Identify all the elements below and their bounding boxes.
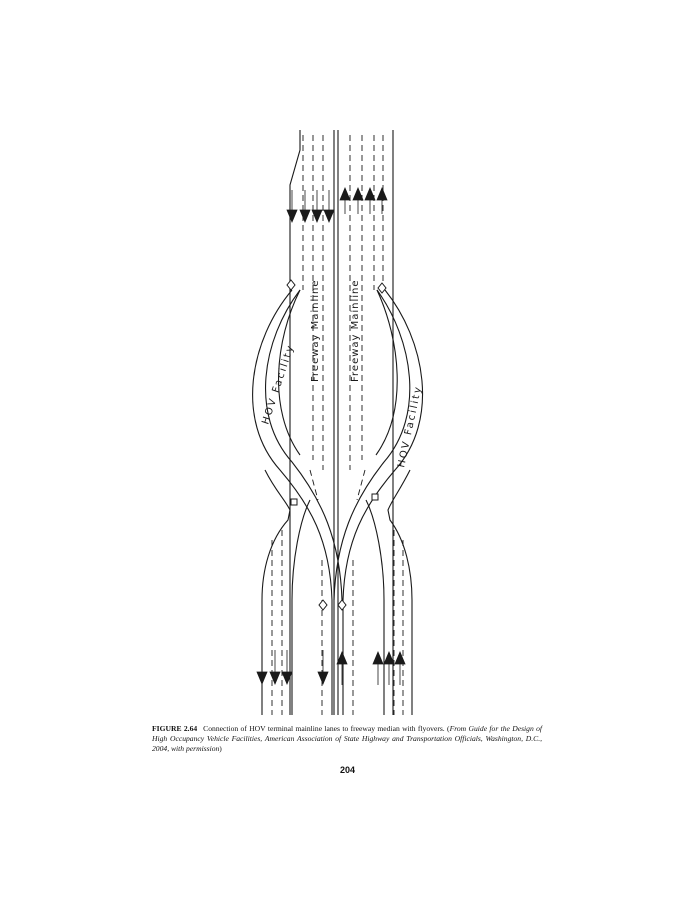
hov-facility-label-left: HOV Facility — [260, 342, 297, 426]
northbound-arrows-top — [340, 188, 387, 214]
figure-label: FIGURE 2.64 — [152, 724, 198, 733]
hov-facility-label-right: HOV Facility — [396, 384, 425, 469]
caption-text: Connection of HOV terminal mainline lanes to freeway median with flyovers. ( — [203, 724, 450, 733]
southbound-arrows-top — [287, 190, 334, 222]
caption-close: ) — [219, 744, 222, 754]
caption-source: From Guide for the Design of High Occupancy Vehicle Facilities, American Association of State Highway and Transportation Officials, Washington, D.C., 2004, with permission — [152, 724, 542, 754]
northbound-arrows-bottom — [337, 652, 405, 685]
hov-right-roadway — [334, 290, 423, 715]
hov-diamond-markers — [287, 280, 386, 610]
freeway-mainline-label-left: Freeway Mainline — [310, 279, 321, 382]
figure-caption — [152, 724, 542, 755]
freeway-mainline-label-right: Freeway Mainline — [350, 279, 361, 382]
page-number: 204 — [339, 765, 356, 775]
